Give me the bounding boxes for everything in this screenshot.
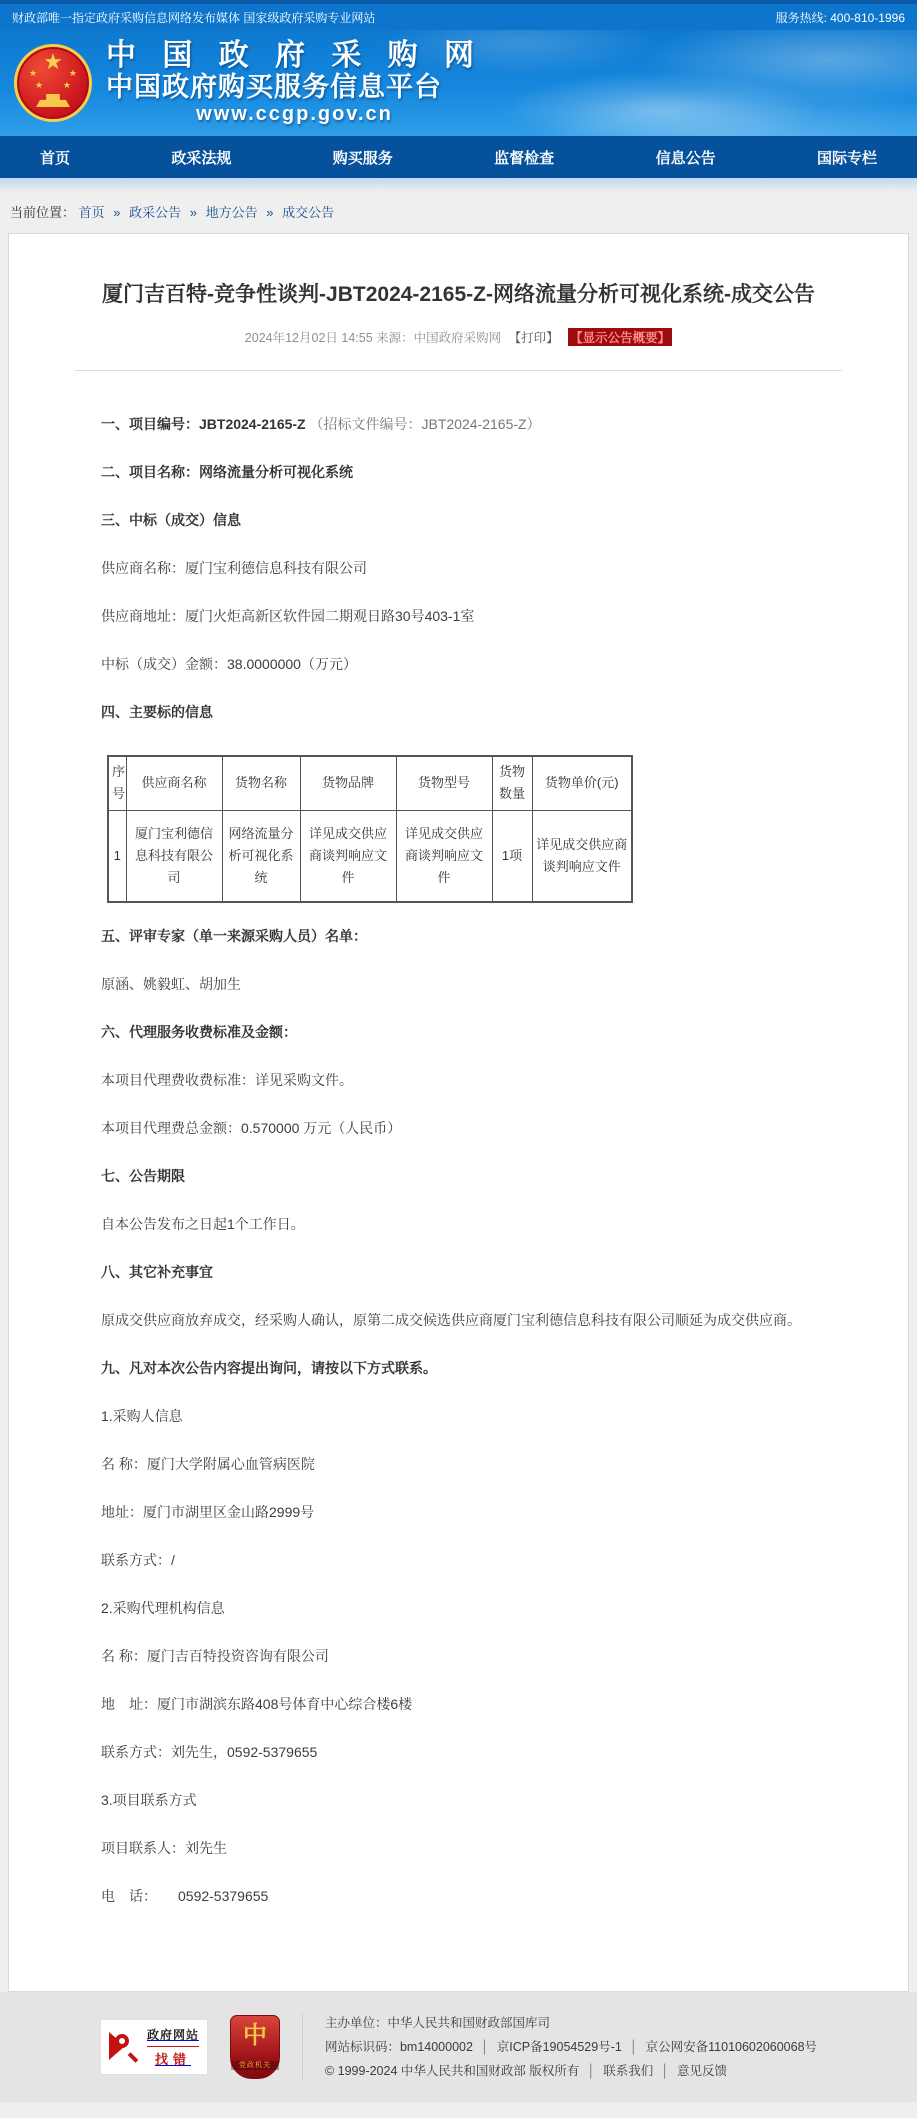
article-container — [8, 233, 909, 1992]
cell-supplier: 厦门宝利德信息科技有限公司 — [126, 810, 222, 902]
col-header-model: 货物型号 — [396, 756, 492, 810]
site-id-code: 网站标识码：bm14000002 — [324, 2040, 473, 2054]
announcement-period: 自本公告发布之日起1个工作日。 — [101, 1216, 305, 1232]
breadcrumb-label: 当前位置： — [10, 205, 76, 220]
footer-divider — [302, 2013, 303, 2081]
site-subtitle: 中国政府购买服务信息平台 — [106, 72, 442, 102]
supplementary-note: 原成交供应商放弃成交，经采购人确认，原第二成交候选供应商厦门宝利德信息科技有限公司顺延为成交供应商。 — [101, 1312, 801, 1328]
show-summary-button[interactable]: 【显示公告概要】 — [568, 328, 672, 346]
supplier-address: 供应商地址：厦门火炬高新区软件园二期观日路30号403-1室 — [101, 608, 475, 624]
page-footer — [0, 1992, 917, 2102]
gov-site-error-report-badge[interactable] — [100, 2019, 208, 2075]
section-heading: 二、项目名称：网络流量分析可视化系统 — [101, 464, 353, 480]
col-header-index: 序号 — [108, 756, 126, 810]
contact-us-link[interactable]: 联系我们 — [603, 2064, 654, 2078]
table-row — [108, 810, 632, 902]
buyer-info-label: 1.采购人信息 — [101, 1408, 183, 1424]
copyright-text: © 1999-2024 中华人民共和国财政部 版权所有 — [324, 2064, 580, 2078]
shield-label: 党政机关 — [231, 2061, 279, 2070]
topbar-slogan: 财政部唯一指定政府采购信息网络发布媒体 国家级政府采购专业网站 — [12, 10, 376, 25]
article-meta — [9, 328, 908, 346]
psb-license-link[interactable]: 京公网安备11010602060068号 — [645, 2040, 818, 2054]
cell-goods-name: 网络流量分析可视化系统 — [222, 810, 300, 902]
col-header-quantity: 货物数量 — [492, 756, 532, 810]
agency-address: 地 址：厦门市湖滨东路408号体育中心综合楼6楼 — [101, 1696, 413, 1712]
nav-fade-strip — [0, 178, 917, 192]
expert-names: 原涵、姚毅虹、胡加生 — [101, 976, 241, 992]
agency-fee-total: 本项目代理费总金额：0.570000 万元（人民币） — [101, 1120, 402, 1136]
star-icon: ★ — [35, 80, 44, 90]
cell-index: 1 — [108, 810, 126, 902]
award-amount: 中标（成交）金额：38.0000000（万元） — [101, 656, 357, 672]
main-nav — [0, 136, 917, 178]
tender-doc-number: （招标文件编号：JBT2024-2165-Z） — [309, 416, 541, 432]
breadcrumb-link-award[interactable]: 成交公告 — [282, 205, 335, 220]
source-label: 来源： — [376, 331, 414, 345]
publish-datetime: 2024年12月02日 14:55 — [244, 331, 373, 345]
section-heading: 四、主要标的信息 — [101, 704, 213, 720]
footer-host-line: 主办单位：中华人民共和国财政部国库司 — [324, 2016, 550, 2030]
page-title: 厦门吉百特-竞争性谈判-JBT2024-2165-Z-网络流量分析可视化系统-成交公告 — [102, 283, 815, 306]
logo-text — [106, 40, 483, 126]
nav-item-supervision[interactable]: 监督检查 — [494, 149, 555, 167]
section-heading: 三、中标（成交）信息 — [101, 512, 241, 528]
section-heading: 一、项目编号：JBT2024-2165-Z （招标文件编号：JBT2024-2165-Z） — [101, 416, 541, 432]
breadcrumb-link-announcements[interactable]: 政采公告 — [129, 205, 182, 220]
cell-quantity: 1项 — [492, 810, 532, 902]
section-heading: 七、公告期限 — [101, 1168, 185, 1184]
project-contact-label: 3.项目联系方式 — [101, 1792, 197, 1808]
section-heading: 六、代理服务收费标准及金额： — [101, 1024, 297, 1040]
magnifier-icon — [109, 2030, 139, 2064]
chevron-right-icon: » — [113, 205, 121, 220]
star-icon: ★ — [43, 49, 63, 74]
project-contact-phone: 电 话： 0592-5379655 — [101, 1888, 269, 1904]
col-header-supplier: 供应商名称 — [126, 756, 222, 810]
breadcrumb-link-local[interactable]: 地方公告 — [205, 205, 258, 220]
col-header-unit-price: 货物单价(元) — [532, 756, 632, 810]
buyer-name: 名 称：厦门大学附属心血管病医院 — [101, 1456, 315, 1472]
site-header — [0, 30, 917, 136]
site-title: 中 国 政 府 采 购 网 — [106, 39, 484, 72]
footer-copyright-line: © 1999-2024 中华人民共和国财政部 版权所有 │ 联系我们 │ 意见反馈 — [324, 2064, 728, 2078]
table-header-row — [108, 756, 632, 810]
chevron-right-icon: » — [266, 205, 274, 220]
nav-item-purchase-services[interactable]: 购买服务 — [332, 149, 393, 167]
footer-text — [325, 2011, 817, 2083]
nav-item-home[interactable]: 首页 — [40, 149, 71, 167]
breadcrumb-link-home[interactable]: 首页 — [78, 205, 105, 220]
cell-model: 详见成交供应商谈判响应文件 — [396, 810, 492, 902]
nav-item-international[interactable]: 国际专栏 — [816, 149, 877, 167]
breadcrumb — [0, 192, 917, 233]
chevron-right-icon: » — [189, 205, 198, 220]
icp-license-link[interactable]: 京ICP备19054529号-1 — [496, 2040, 622, 2054]
print-button[interactable]: 【打印】 — [508, 331, 559, 345]
agency-info-label: 2.采购代理机构信息 — [101, 1600, 225, 1616]
footer-id-line: 网站标识码：bm14000002 │ 京ICP备19054529号-1 │ 京公网安备11010602060068号 — [324, 2040, 818, 2054]
article-body — [9, 371, 908, 1911]
site-logo[interactable] — [14, 40, 483, 126]
supplier-name: 供应商名称：厦门宝利德信息科技有限公司 — [101, 560, 367, 576]
agency-contact: 联系方式：刘先生，0592-5379655 — [101, 1744, 318, 1760]
buyer-address: 地址：厦门市湖里区金山路2999号 — [101, 1504, 315, 1520]
cell-unit-price: 详见成交供应商谈判响应文件 — [532, 810, 632, 902]
topbar — [0, 0, 917, 30]
party-gov-shield-icon[interactable]: 中 党政机关 — [230, 2015, 280, 2079]
cell-brand: 详见成交供应商谈判响应文件 — [300, 810, 396, 902]
nav-item-announcements[interactable]: 信息公告 — [655, 149, 716, 167]
col-header-goods-name: 货物名称 — [222, 756, 300, 810]
goods-table — [107, 755, 633, 903]
find-error-text: 政府网站 找错 — [146, 2028, 199, 2067]
feedback-link[interactable]: 意见反馈 — [677, 2064, 728, 2078]
project-contact-person: 项目联系人：刘先生 — [101, 1840, 227, 1856]
nav-item-regulations[interactable]: 政采法规 — [171, 149, 232, 167]
gate-icon — [36, 94, 70, 107]
national-emblem-icon — [14, 44, 92, 122]
buyer-contact: 联系方式：/ — [101, 1552, 175, 1568]
agency-fee-standard: 本项目代理费收费标准：详见采购文件。 — [101, 1072, 353, 1088]
agency-name: 名 称：厦门吉百特投资咨询有限公司 — [101, 1648, 329, 1664]
site-url: www.ccgp.gov.cn — [196, 103, 393, 125]
source-link[interactable]: 中国政府采购网 — [413, 331, 502, 345]
star-icon: ★ — [29, 68, 38, 78]
star-icon: ★ — [68, 68, 77, 78]
section-heading: 八、其它补充事宜 — [101, 1264, 213, 1280]
section-heading: 九、凡对本次公告内容提出询问，请按以下方式联系。 — [101, 1360, 437, 1376]
section-heading: 五、评审专家（单一来源采购人员）名单： — [101, 928, 367, 944]
col-header-brand: 货物品牌 — [300, 756, 396, 810]
topbar-hotline: 服务热线: 400-810-1996 — [775, 10, 905, 25]
goods-table-header — [108, 756, 632, 810]
star-icon: ★ — [62, 80, 71, 90]
